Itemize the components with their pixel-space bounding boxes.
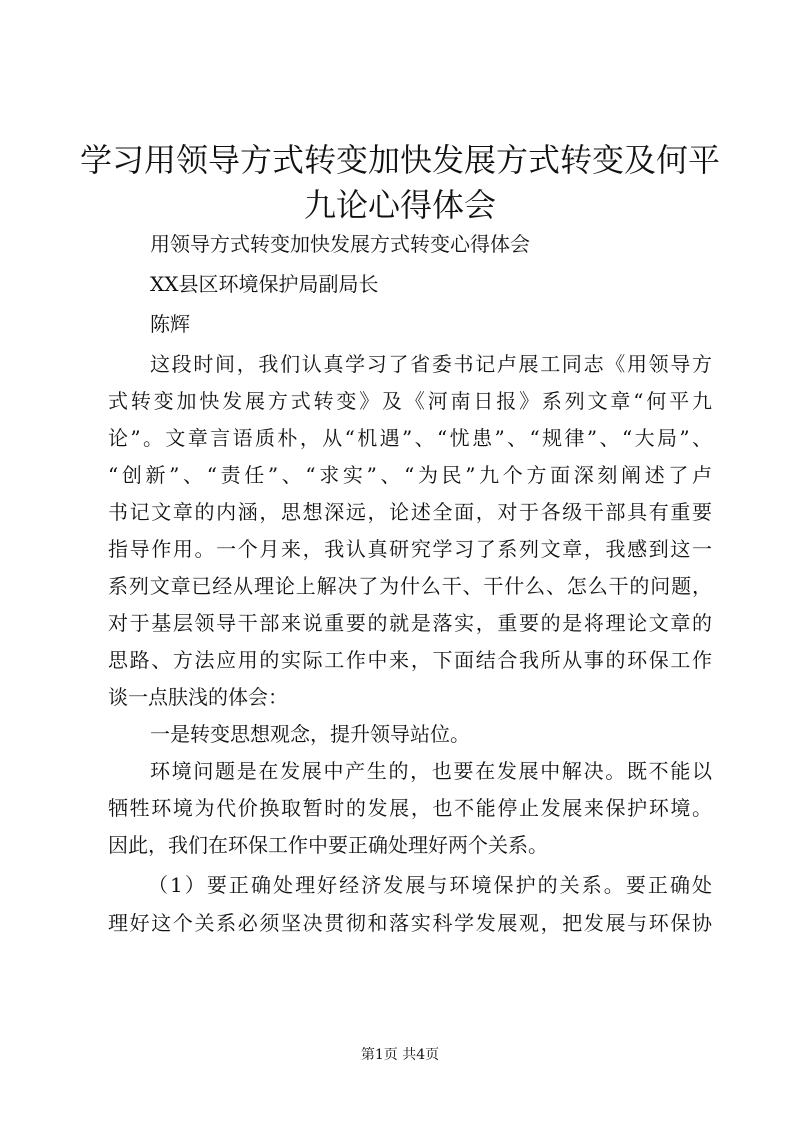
author-name: 陈辉 — [150, 312, 190, 336]
paragraph-line: 环境问题是在发展中产生的，也要在发展中解决。既不能以 — [150, 759, 712, 783]
paragraph-line: 对于基层领导干部来说重要的就是落实，重要的是将理论文章的 — [108, 611, 712, 635]
paragraph-line: 论”。文章言语质朴，从“机遇”、“忧患”、“规律”、“大局”、 — [108, 426, 712, 450]
paragraph-line: 牺牲环境为代价换取暂时的发展，也不能停止发展来保护环境。 — [108, 796, 712, 820]
paragraph-line: 书记文章的内涵，思想深远，论述全面，对于各级干部具有重要 — [108, 500, 712, 524]
paragraph-line: 因此，我们在环保工作中要正确处理好两个关系。 — [108, 833, 548, 857]
paragraph-line: “创新”、“责任”、“求实”、“为民”九个方面深刻阐述了卢 — [108, 463, 712, 487]
page-number-footer: 第1页 共4页 — [360, 1047, 440, 1063]
paragraph-line: 系列文章已经从理论上解决了为什么干、干什么、怎么干的问题， — [108, 574, 712, 598]
paragraph-line: （1）要正确处理好经济发展与环境保护的关系。要正确处 — [148, 873, 712, 897]
section-heading: 一是转变思想观念，提升领导站位。 — [150, 722, 470, 746]
paragraph-line: 这段时间，我们认真学习了省委书记卢展工同志《用领导方 — [150, 352, 712, 376]
author-position: XX县区环境保护局副局长 — [150, 272, 379, 296]
paragraph-line: 思路、方法应用的实际工作中来，下面结合我所从事的环保工作 — [108, 648, 712, 672]
document-title-line-1: 学习用领导方式转变加快发展方式转变及何平 — [79, 141, 720, 179]
subtitle: 用领导方式转变加快发展方式转变心得体会 — [150, 232, 530, 256]
document-title-line-2: 九论心得体会 — [303, 186, 496, 224]
paragraph-line: 式转变加快发展方式转变》及《河南日报》系列文章“何平九 — [108, 389, 712, 413]
paragraph-line: 理好这个关系必须坚决贯彻和落实科学发展观，把发展与环保协 — [108, 911, 712, 935]
paragraph-line: 谈一点肤浅的体会： — [108, 685, 288, 709]
paragraph-line: 指导作用。一个月来，我认真研究学习了系列文章，我感到这一 — [108, 537, 712, 561]
